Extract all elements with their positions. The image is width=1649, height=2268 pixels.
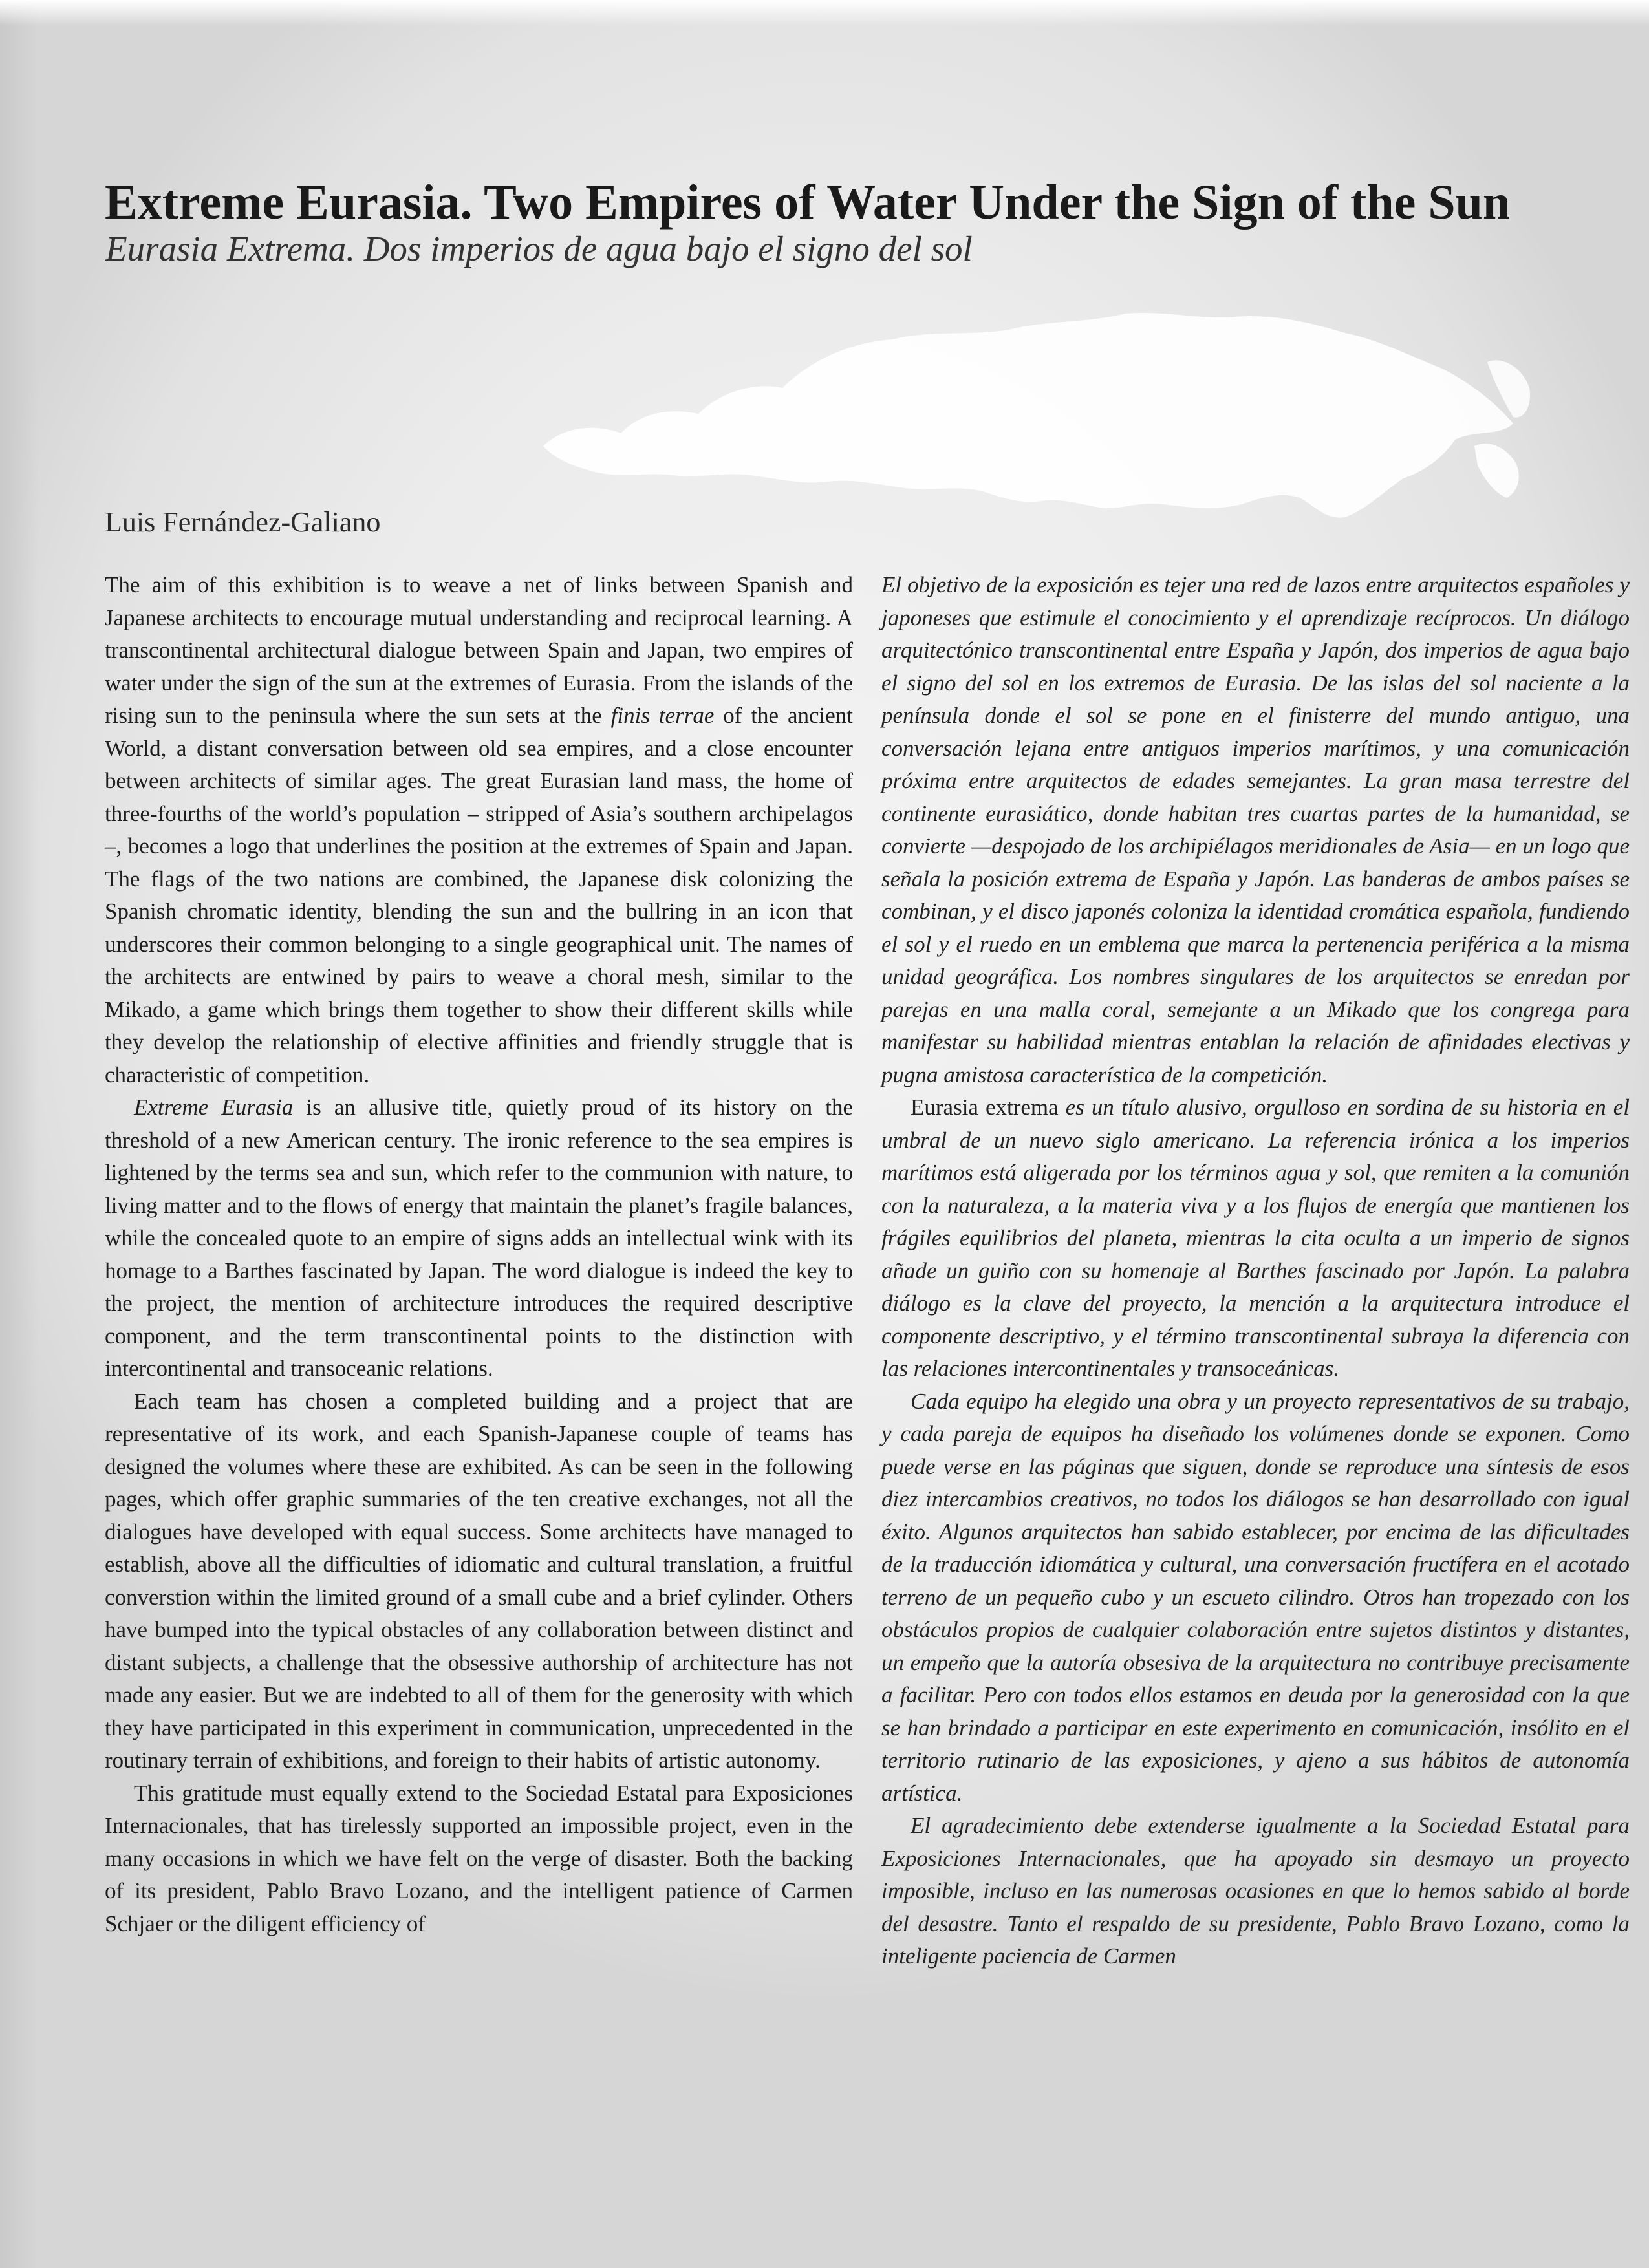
english-paragraph-2-text: is an allusive title, quietly proud of its history on the threshold of a new American century. The ironic reference to the sea empires is lightened by the terms sea and sun, which refer to the communion with nature, to living matter and to the flows of energy that maintain the planet’s fragile balances, while the concealed quote to an empire of signs adds an intellectual wink with its homage to a Barthes fascinated by Japan. The word dialogue is indeed the key to the project, the mention of architecture introduces the required descriptive component, and the term transcontinental points to the distinction with intercontinental and transoceanic relations. <box>105 1095 853 1381</box>
english-column <box>105 569 853 1940</box>
english-paragraph-1 <box>105 569 853 1091</box>
eurasia-map-silhouette <box>504 284 1539 543</box>
finis-terrae-italic: finis terrae <box>610 703 715 728</box>
english-paragraph-1-text-b: of the ancient World, a distant conversation between old sea empires, and a close encounter between architects of similar ages. The great Eurasian land mass, the home of three-fourths of the world’s population – stripped of Asia’s southern archipelagos –, becomes a logo that underlines the position at the extremes of Spain and Japan. The flags of the two nations are combined, the Japanese disk colonizing the Spanish chromatic identity, blending the sun and the bullring in an icon that underscores their common belonging to a single geographical unit. The names of the architects are entwined by pairs to weave a choral mesh, similar to the Mikado, a game which brings them together to show their different skills while they develop the relationship of elective affinities and friendly struggle that is characteristic of competition. <box>105 703 853 1087</box>
spanish-column <box>881 569 1630 1973</box>
page-edge-shadow <box>0 0 39 2268</box>
english-paragraph-4: This gratitude must equally extend to the Sociedad Estatal para Exposiciones Internacionales, that has tirelessly supported an impossible project, even in the many occasions in which we have felt on the verge of disaster. Both the backing of its president, Pablo Bravo Lozano, and the intelligent patience of Carmen Schjaer or the diligent efficiency of <box>105 1780 853 1936</box>
japan-islands <box>1474 444 1519 498</box>
extreme-eurasia-italic: Extreme Eurasia <box>134 1095 294 1120</box>
spanish-paragraph-2-text: es un título alusivo, orgulloso en sordina de su historia en el umbral de un nuevo siglo americano. La referencia irónica a los imperios marítimos está aligerada por los términos agua y sol, que remiten a la comunión con la naturaleza, a la materia viva y a los flujos de energía que mantienen los frágiles equilibrios del planeta, mientras la cita oculta a un imperio de signos añade un guiño con su homenaje al Barthes fascinado por Japón. La palabra diálogo es la clave del proyecto, la mención a la arquitectura introduce el componente descriptivo, y el término transcontinental subraya la diferencia con las relaciones intercontinentales y transoceánicas. <box>881 1095 1630 1381</box>
english-paragraph-2 <box>105 1091 853 1385</box>
page-top-highlight <box>0 0 1649 26</box>
author-name: Luis Fernández-Galiano <box>105 506 381 538</box>
eurasia-landmass <box>543 313 1513 518</box>
spanish-paragraph-4: El agradecimiento debe extenderse igualmente a la Sociedad Estatal para Exposiciones Internacionales, que ha apoyado sin desmayo un proyecto imposible, incluso en las numerosas ocasiones en que lo hemos sabido al borde del desastre. Tanto el respaldo de su presidente, Pablo Bravo Lozano, como la inteligente paciencia de Carmen <box>881 1813 1630 1969</box>
page-title: Extreme Eurasia. Two Empires of Water Under the Sign of the Sun <box>105 175 1511 230</box>
english-paragraph-1-text-a: The aim of this exhibition is to weave a net of links between Spanish and Japanese architects to encourage mutual understanding and reciprocal learning. A transcontinental architectural dialogue between Spain and Japan, two empires of water under the sign of the sun at the extremes of Eurasia. From the islands of the rising sun to the peninsula where the sun sets at the <box>105 572 853 728</box>
page-subtitle-spanish: Eurasia Extrema. Dos imperios de agua bajo el signo del sol <box>105 229 973 268</box>
eurasia-extrema-roman: Eurasia extrema <box>911 1095 1059 1120</box>
spanish-paragraph-2 <box>881 1091 1630 1385</box>
spanish-paragraph-3: Cada equipo ha elegido una obra y un proyecto representativos de su trabajo, y cada pareja de equipos ha diseñado los volúmenes donde se exponen. Como puede verse en las páginas que siguen, donde se reproduce una síntesis de esos diez intercambios creativos, no todos los diálogos se han desarrollado con igual éxito. Algunos arquitectos han sabido establecer, por encima de las dificultades de la traducción idiomática y cultural, una conversación fructífera en el acotado terreno de un pequeño cubo y un escueto cilindro. Otros han tropezado con los obstáculos propios de cualquier colaboración entre sujetos distintos y distantes, un empeño que la autoría obsesiva de la arquitectura no contribuye precisamente a facilitar. Pero con todos ellos estamos en deuda por la generosidad con la que se han brindado a participar en este experimento en comunicación, insólito en el territorio rutinario de las exposiciones, y ajeno a sus hábitos de autonomía artística. <box>881 1388 1630 1806</box>
english-paragraph-3: Each team has chosen a completed building and a project that are representative of its work, and each Spanish-Japanese couple of teams has designed the volumes where these are exhibited. As can be seen in the following pages, which offer graphic summaries of the ten creative exchanges, not all the dialogues have developed with equal success. Some architects have managed to establish, above all the difficulties of idiomatic and cultural translation, a fruitful converstion within the limited ground of a small cube and a brief cylinder. Others have bumped into the typical obstacles of any collaboration between distinct and distant subjects, a challenge that the obsessive authorship of architecture has not made any easier. But we are indebted to all of them for the generosity with which they have participated in this experiment in communication, unprecedented in the routinary terrain of exhibitions, and foreign to their habits of artistic autonomy. <box>105 1388 853 1773</box>
spanish-paragraph-1: El objetivo de la exposición es tejer una red de lazos entre arquitectos españoles y japoneses que estimule el conocimiento y el aprendizaje recíprocos. Un diálogo arquitectónico transcontinental entre España y Japón, dos imperios de agua bajo el signo del sol en los extremos de Eurasia. De las islas del sol naciente a la península donde el sol se pone en el finisterre del mundo antiguo, una conversación lejana entre antiguos imperios marítimos, y una comunicación próxima entre arquitectos de edades semejantes. La gran masa terrestre del continente eurasiático, donde habitan tres cuartas partes de la humanidad, se convierte —despojado de los archipiélagos meridionales de Asia— en un logo que señala la posición extrema de España y Japón. Las banderas de ambos países se combinan, y el disco japonés coloniza la identidad cromática española, fundiendo el sol y el ruedo en un emblema que marca la pertenencia periférica a la misma unidad geográfica. Los nombres singulares de los arquitectos se enredan por parejas en una malla coral, semejante a un Mikado que los congrega para manifestar su habilidad mientras entablan la relación de afinidades electivas y pugna amistosa característica de la competición. <box>881 572 1630 1087</box>
